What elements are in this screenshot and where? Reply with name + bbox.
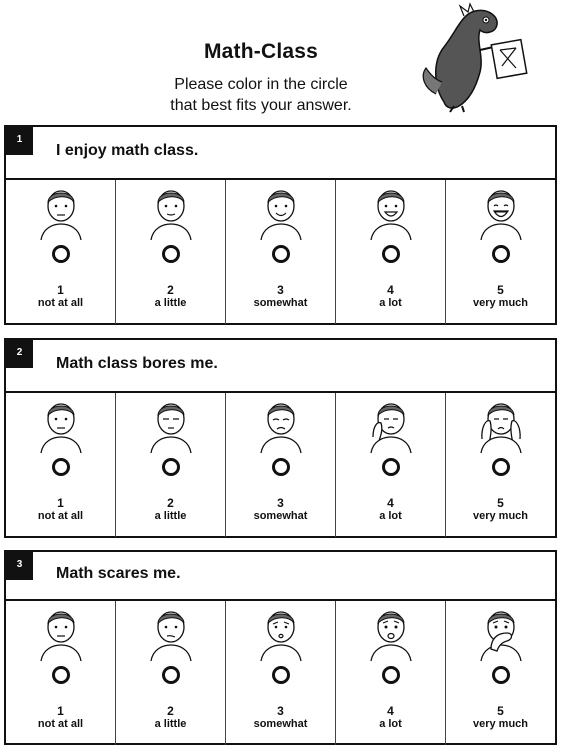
question-number: 2 — [6, 340, 33, 368]
answer-option-1 — [6, 180, 116, 324]
scale-value: 3 — [277, 283, 284, 297]
answer-option-2 — [116, 601, 226, 745]
face-big-smile-icon — [367, 184, 415, 242]
answer-circle[interactable] — [52, 666, 70, 684]
answer-circle[interactable] — [162, 666, 180, 684]
answer-circle[interactable] — [492, 458, 510, 476]
scale-value: 4 — [387, 283, 394, 297]
face-uneasy-icon — [147, 605, 195, 663]
question-2 — [4, 338, 557, 538]
header — [0, 0, 563, 122]
scale-value: 1 — [57, 496, 64, 510]
dinosaur-mascot-illustration — [414, 2, 532, 114]
instructions-line-1: Please color in the circle — [174, 76, 348, 93]
face-neutral-icon — [37, 605, 85, 663]
face-scared-icon — [367, 605, 415, 663]
answer-circle[interactable] — [272, 245, 290, 263]
scale-label: a lot — [379, 510, 402, 522]
question-number: 3 — [6, 552, 33, 580]
scale-label: a lot — [379, 718, 402, 730]
answer-option-1 — [6, 601, 116, 745]
scale-label: a little — [154, 510, 187, 522]
answer-circle[interactable] — [52, 458, 70, 476]
answer-option-2 — [116, 393, 226, 537]
face-slight-smile-icon — [147, 184, 195, 242]
answer-circle[interactable] — [382, 245, 400, 263]
scale-label: very much — [472, 297, 529, 309]
answer-option-5 — [446, 393, 555, 537]
question-text: I enjoy math class. — [56, 142, 199, 159]
question-header — [6, 127, 555, 180]
question-header — [6, 340, 555, 393]
scale-label: a little — [154, 297, 187, 309]
scale-label: a little — [154, 718, 187, 730]
scale-value: 1 — [57, 283, 64, 297]
scale-value: 2 — [167, 496, 174, 510]
answer-option-4 — [336, 180, 446, 324]
face-sleepy-icon — [147, 397, 195, 455]
question-text: Math scares me. — [56, 565, 181, 582]
answer-option-3 — [226, 393, 336, 537]
scale-value: 1 — [57, 704, 64, 718]
face-grin-icon — [477, 184, 525, 242]
answer-option-3 — [226, 601, 336, 745]
scale-label: somewhat — [253, 718, 308, 730]
scale-label: a lot — [379, 297, 402, 309]
answer-circle[interactable] — [52, 245, 70, 263]
face-bored-icon — [257, 397, 305, 455]
answer-scale — [6, 180, 555, 324]
face-hand-on-cheek-icon — [367, 397, 415, 455]
scale-label: very much — [472, 510, 529, 522]
face-neutral-icon — [37, 184, 85, 242]
answer-option-4 — [336, 601, 446, 745]
scale-value: 2 — [167, 283, 174, 297]
answer-circle[interactable] — [492, 666, 510, 684]
scale-value: 5 — [497, 283, 504, 297]
scale-value: 3 — [277, 704, 284, 718]
answer-option-2 — [116, 180, 226, 324]
answer-option-1 — [6, 393, 116, 537]
question-text: Math class bores me. — [56, 355, 218, 372]
face-hands-on-cheeks-icon — [477, 397, 525, 455]
face-smile-icon — [257, 184, 305, 242]
scale-value: 3 — [277, 496, 284, 510]
question-1 — [4, 125, 557, 325]
answer-circle[interactable] — [382, 458, 400, 476]
scale-value: 4 — [387, 704, 394, 718]
scale-label: not at all — [37, 718, 84, 730]
answer-option-5 — [446, 601, 555, 745]
answer-circle[interactable] — [272, 458, 290, 476]
answer-circle[interactable] — [162, 458, 180, 476]
face-hand-over-mouth-icon — [477, 605, 525, 663]
question-3 — [4, 550, 557, 745]
answer-scale — [6, 601, 555, 745]
face-neutral-icon — [37, 397, 85, 455]
instructions-line-2: that best fits your answer. — [170, 97, 352, 114]
scale-value: 5 — [497, 496, 504, 510]
answer-circle[interactable] — [382, 666, 400, 684]
face-worried-icon — [257, 605, 305, 663]
answer-option-5 — [446, 180, 555, 324]
answer-option-4 — [336, 393, 446, 537]
question-header — [6, 552, 555, 601]
answer-circle[interactable] — [492, 245, 510, 263]
page-title: Math-Class — [203, 40, 319, 63]
scale-label: not at all — [37, 297, 84, 309]
scale-label: not at all — [37, 510, 84, 522]
scale-label: somewhat — [253, 297, 308, 309]
answer-scale — [6, 393, 555, 537]
scale-value: 4 — [387, 496, 394, 510]
scale-value: 2 — [167, 704, 174, 718]
scale-label: somewhat — [253, 510, 308, 522]
answer-circle[interactable] — [162, 245, 180, 263]
scale-value: 5 — [497, 704, 504, 718]
answer-circle[interactable] — [272, 666, 290, 684]
answer-option-3 — [226, 180, 336, 324]
question-number: 1 — [6, 127, 33, 155]
scale-label: very much — [472, 718, 529, 730]
